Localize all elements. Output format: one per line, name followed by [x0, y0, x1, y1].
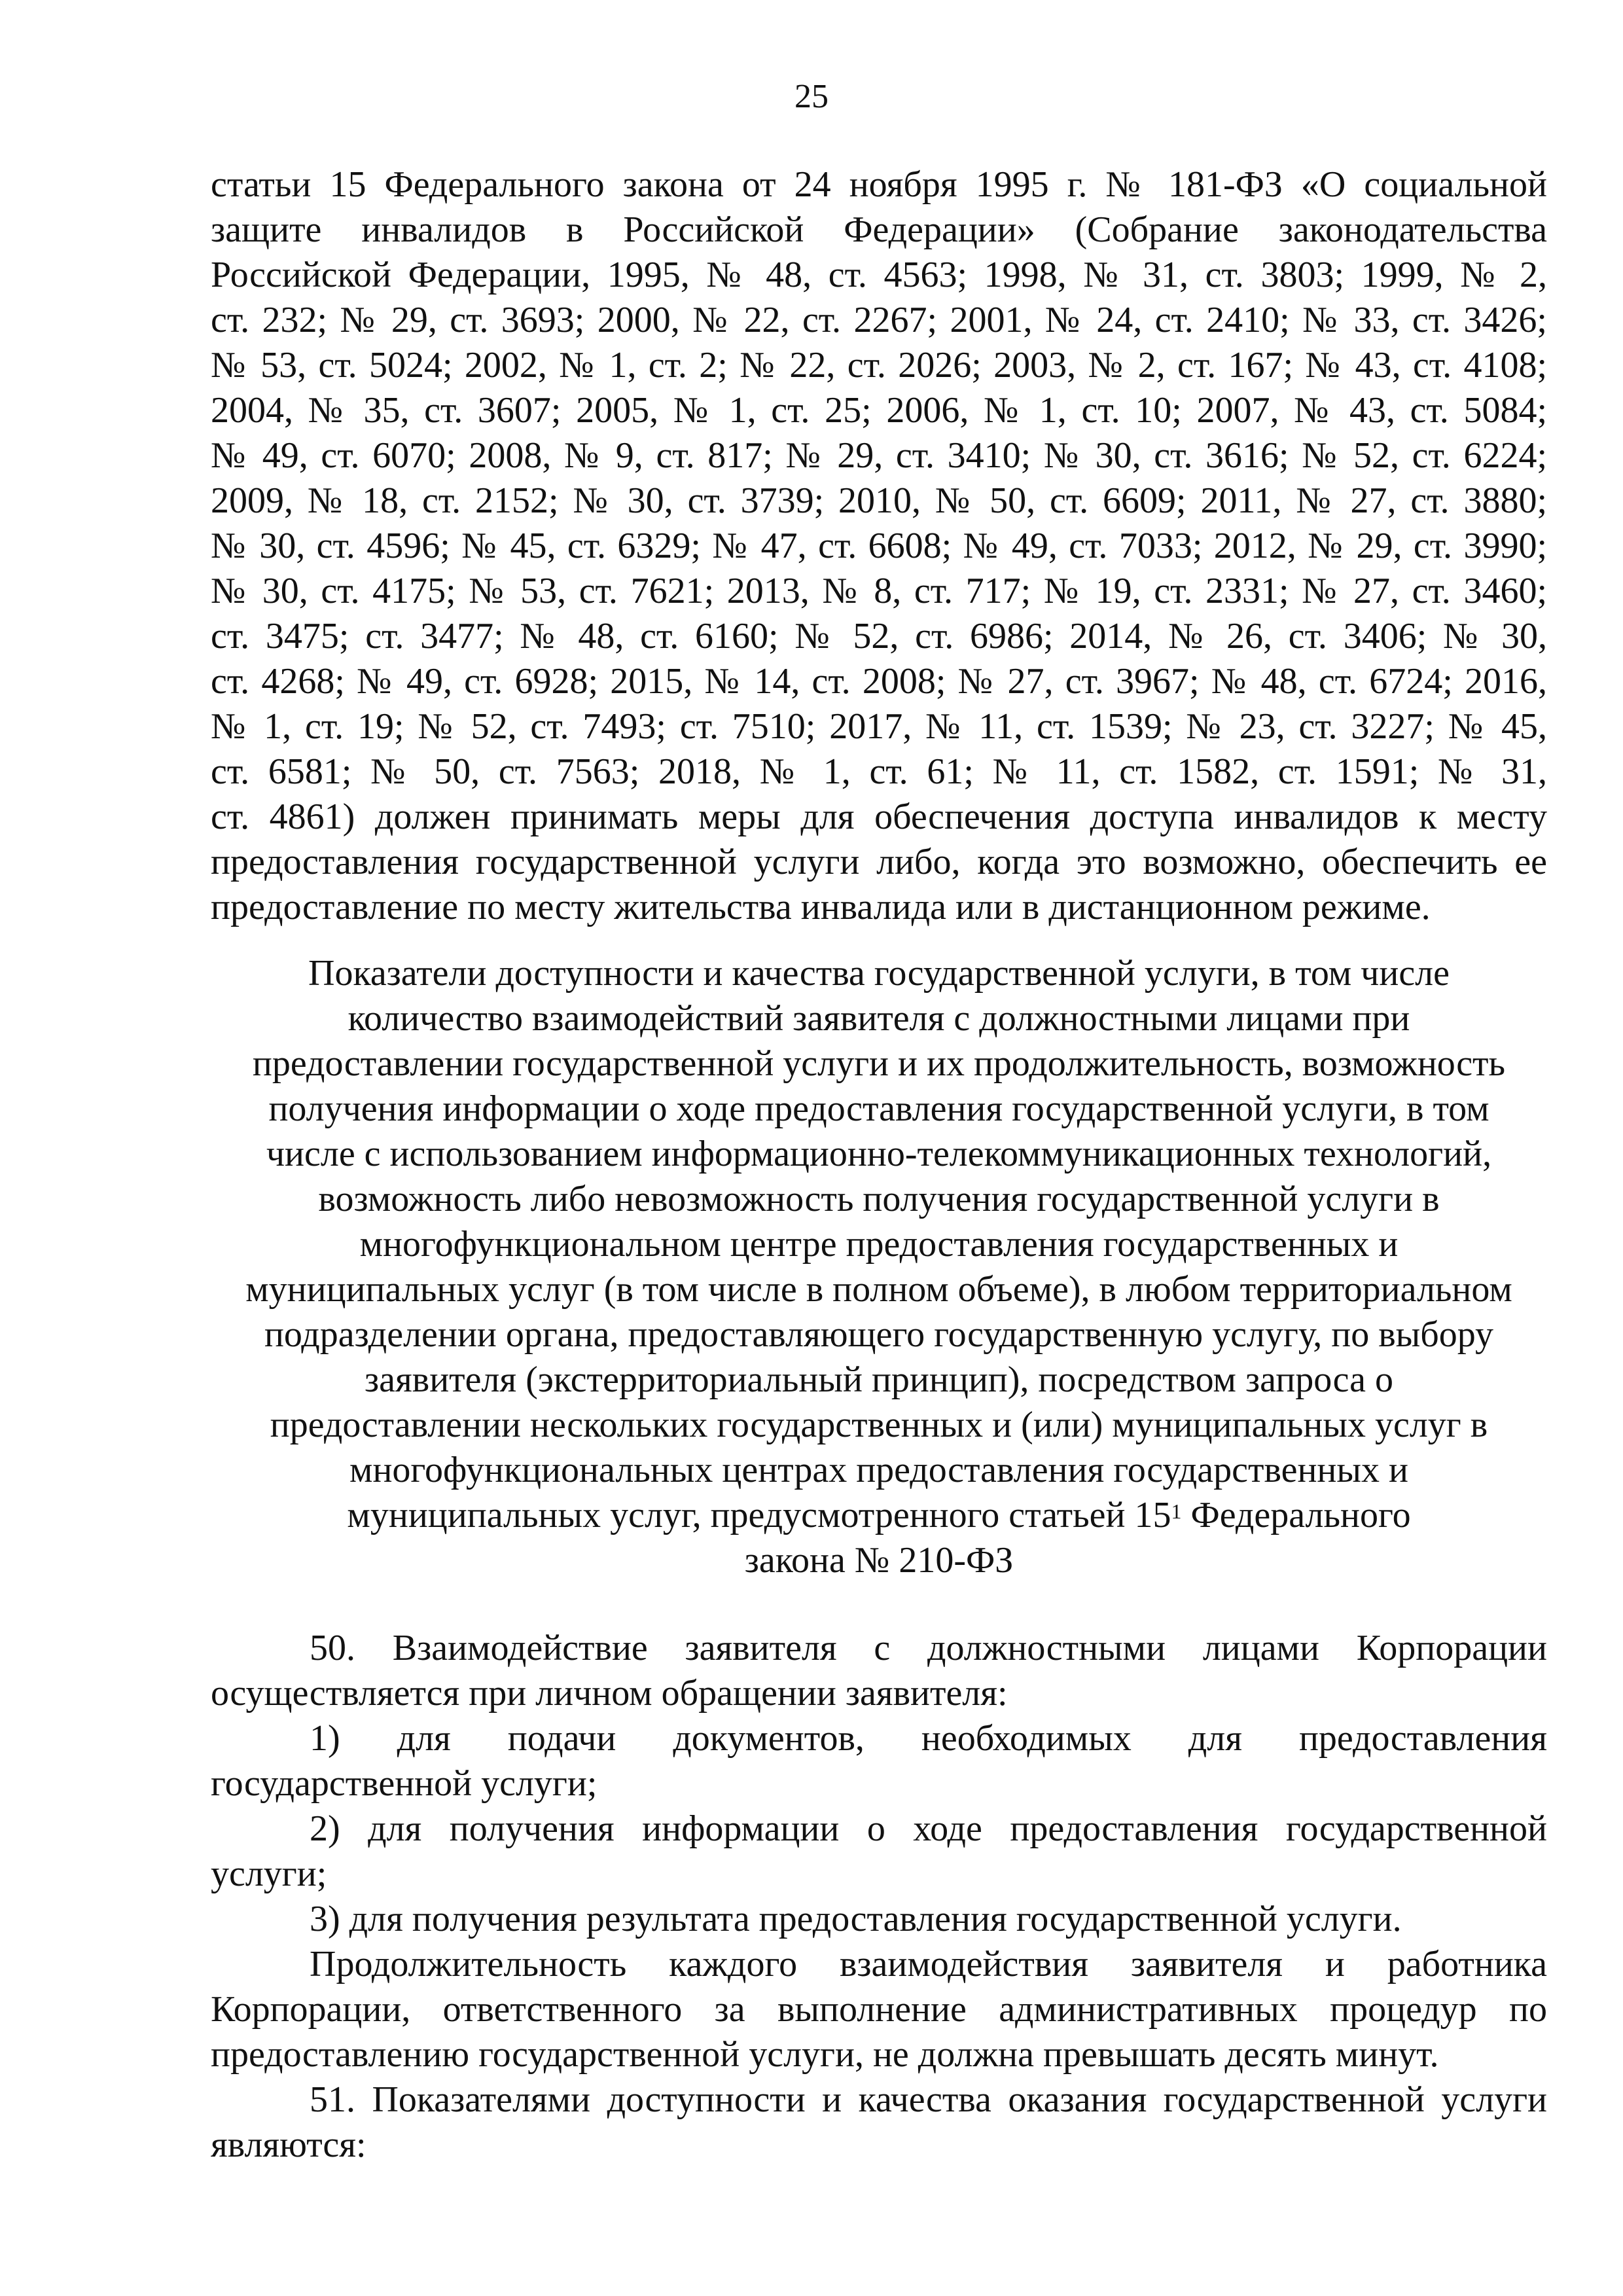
- heading-line: закона № 210-ФЗ: [744, 1540, 1014, 1581]
- heading-line: многофункциональном центре предоставления государственных и: [359, 1224, 1399, 1265]
- section-heading: [211, 951, 1547, 1583]
- text-line: № 49, ст. 6070; 2008, № 9, ст. 817; № 29, ст. 3410; № 30, ст. 3616; № 52, ст. 6224;: [211, 435, 1547, 476]
- text-line: ст. 4268; № 49, ст. 6928; 2015, № 14, ст. 2008; № 27, ст. 3967; № 48, ст. 6724; 2016,: [211, 661, 1547, 702]
- text-line: Российской Федерации, 1995, № 48, ст. 4563; 1998, № 31, ст. 3803; 1999, № 2,: [211, 255, 1547, 295]
- heading-line: числе с использованием информационно-телекоммуникационных технологий,: [266, 1134, 1492, 1174]
- heading-line: количество взаимодействий заявителя с должностными лицами при: [348, 998, 1410, 1039]
- text-line: ст. 4861) должен принимать меры для обеспечения доступа инвалидов к месту: [211, 797, 1547, 837]
- list-item-2-cont: услуги;: [211, 1854, 327, 1894]
- heading-line: заявителя (экстерриториальный принцип), посредством запроса о: [365, 1359, 1393, 1400]
- paragraph-continuation: [211, 162, 1547, 930]
- text-line: 2009, № 18, ст. 2152; № 30, ст. 3739; 2010, № 50, ст. 6609; 2011, № 27, ст. 3880;: [211, 480, 1547, 521]
- heading-line: предоставлении нескольких государственных и (или) муниципальных услуг в: [270, 1405, 1488, 1445]
- heading-line: получения информации о ходе предоставления государственной услуги, в том: [268, 1088, 1489, 1129]
- superscript: 1: [1171, 1499, 1182, 1523]
- heading-text: Федерального: [1181, 1495, 1411, 1535]
- heading-line: многофункциональных центрах предоставления государственных и: [349, 1450, 1408, 1490]
- duration-paragraph-line: Корпорации, ответственного за выполнение административных процедур по: [211, 1989, 1547, 2030]
- section-51: [211, 2077, 1547, 2168]
- text-line: предоставления государственной услуги либо, когда это возможно, обеспечить ее: [211, 842, 1547, 882]
- list-item-3: 3) для получения результата предоставления государственной услуги.: [310, 1899, 1402, 1939]
- text-line: статьи 15 Федерального закона от 24 ноября 1995 г. № 181-ФЗ «О социальной: [211, 164, 1547, 205]
- clause-51-line: являются:: [211, 2125, 366, 2165]
- page-number: 25: [794, 78, 829, 115]
- list-item-1-cont: государственной услуги;: [211, 1763, 597, 1804]
- list-item-2: 2) для получения информации о ходе предоставления государственной: [310, 1808, 1547, 1849]
- text-line: 2004, № 35, ст. 3607; 2005, № 1, ст. 25; 2006, № 1, ст. 10; 2007, № 43, ст. 5084;: [211, 390, 1547, 431]
- clause-50-line: 50. Взаимодействие заявителя с должностными лицами Корпорации: [310, 1628, 1547, 1668]
- duration-paragraph-line: Продолжительность каждого взаимодействия заявителя и работника: [310, 1944, 1547, 1984]
- heading-line: Показатели доступности и качества государственной услуги, в том числе: [308, 953, 1450, 994]
- heading-line: подразделении органа, предоставляющего государственную услугу, по выбору: [264, 1314, 1494, 1355]
- text-line: № 30, ст. 4175; № 53, ст. 7621; 2013, № 8, ст. 717; № 19, ст. 2331; № 27, ст. 3460;: [211, 571, 1547, 611]
- heading-line: предоставлении государственной услуги и их продолжительность, возможность: [252, 1043, 1506, 1084]
- text-line: предоставление по месту жительства инвалида или в дистанционном режиме.: [211, 887, 1431, 927]
- section-50: [211, 1626, 1547, 2077]
- heading-line: возможность либо невозможность получения государственной услуги в: [318, 1179, 1440, 1219]
- clause-50-line: осуществляется при личном обращении заявителя:: [211, 1673, 1008, 1713]
- duration-paragraph-line: предоставлению государственной услуги, не должна превышать десять минут.: [211, 2034, 1439, 2075]
- heading-line-with-superscript: [211, 1493, 1547, 1538]
- text-line: ст. 3475; ст. 3477; № 48, ст. 6160; № 52, ст. 6986; 2014, № 26, ст. 3406; № 30,: [211, 616, 1547, 656]
- text-line: № 53, ст. 5024; 2002, № 1, ст. 2; № 22, ст. 2026; 2003, № 2, ст. 167; № 43, ст. 4108;: [211, 345, 1547, 386]
- heading-line: муниципальных услуг (в том числе в полном объеме), в любом территориальном: [245, 1269, 1512, 1310]
- text-line: ст. 232; № 29, ст. 3693; 2000, № 22, ст. 2267; 2001, № 24, ст. 2410; № 33, ст. 3426;: [211, 300, 1547, 340]
- text-line: ст. 6581; № 50, ст. 7563; 2018, № 1, ст. 61; № 11, ст. 1582, ст. 1591; № 31,: [211, 751, 1547, 792]
- heading-text: муниципальных услуг, предусмотренного статьей 15: [347, 1495, 1171, 1535]
- list-item-1: 1) для подачи документов, необходимых для предоставления: [310, 1718, 1547, 1759]
- text-line: № 1, ст. 19; № 52, ст. 7493; ст. 7510; 2017, № 11, ст. 1539; № 23, ст. 3227; № 45,: [211, 706, 1547, 747]
- text-line: защите инвалидов в Российской Федерации» (Собрание законодательства: [211, 209, 1547, 250]
- text-line: № 30, ст. 4596; № 45, ст. 6329; № 47, ст. 6608; № 49, ст. 7033; 2012, № 29, ст. 3990;: [211, 526, 1547, 566]
- clause-51-line: 51. Показателями доступности и качества оказания государственной услуги: [310, 2079, 1547, 2120]
